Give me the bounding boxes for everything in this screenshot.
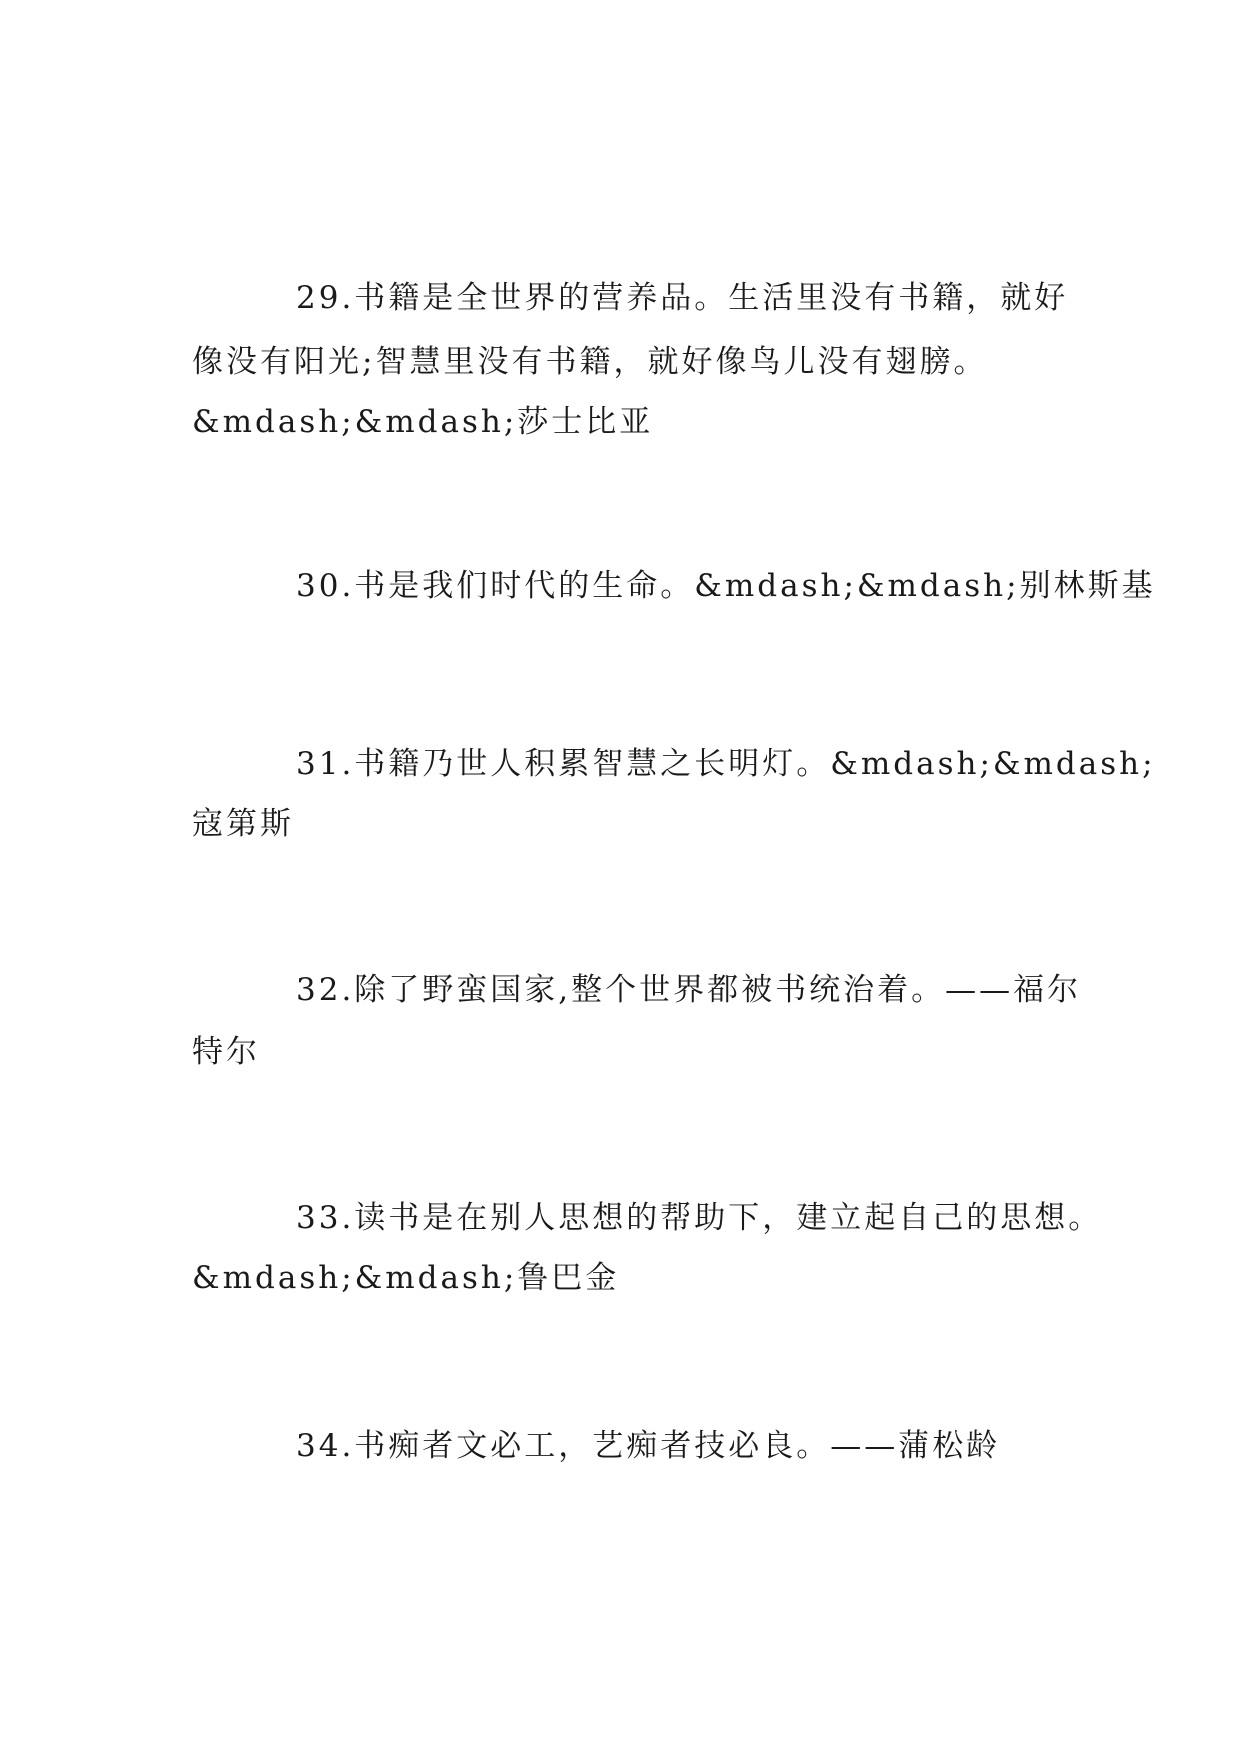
quote-34-line-1: 34.书痴者文必工，艺痴者技必良。——蒲松龄 bbox=[296, 1428, 1001, 1464]
quote-32-line-1: 32.除了野蛮国家,整个世界都被书统治着。——福尔 bbox=[296, 972, 1082, 1008]
quote-29-line-1: 29.书籍是全世界的营养品。生活里没有书籍，就好 bbox=[296, 280, 1069, 316]
quote-33-attribution: &mdash;&mdash;鲁巴金 bbox=[192, 1260, 620, 1296]
quote-29-attribution: &mdash;&mdash;莎士比亚 bbox=[192, 404, 654, 440]
quote-30-line-1: 30.书是我们时代的生命。&mdash;&mdash;别林斯基 bbox=[296, 568, 1156, 604]
quote-31-attribution: 寇第斯 bbox=[192, 806, 294, 842]
quote-31-line-1: 31.书籍乃世人积累智慧之长明灯。&mdash;&mdash; bbox=[296, 746, 1156, 782]
quote-29-line-2: 像没有阳光;智慧里没有书籍，就好像鸟儿没有翅膀。 bbox=[192, 344, 988, 380]
quote-33-line-1: 33.读书是在别人思想的帮助下，建立起自己的思想。 bbox=[296, 1200, 1103, 1236]
quote-32-line-2: 特尔 bbox=[192, 1034, 260, 1070]
